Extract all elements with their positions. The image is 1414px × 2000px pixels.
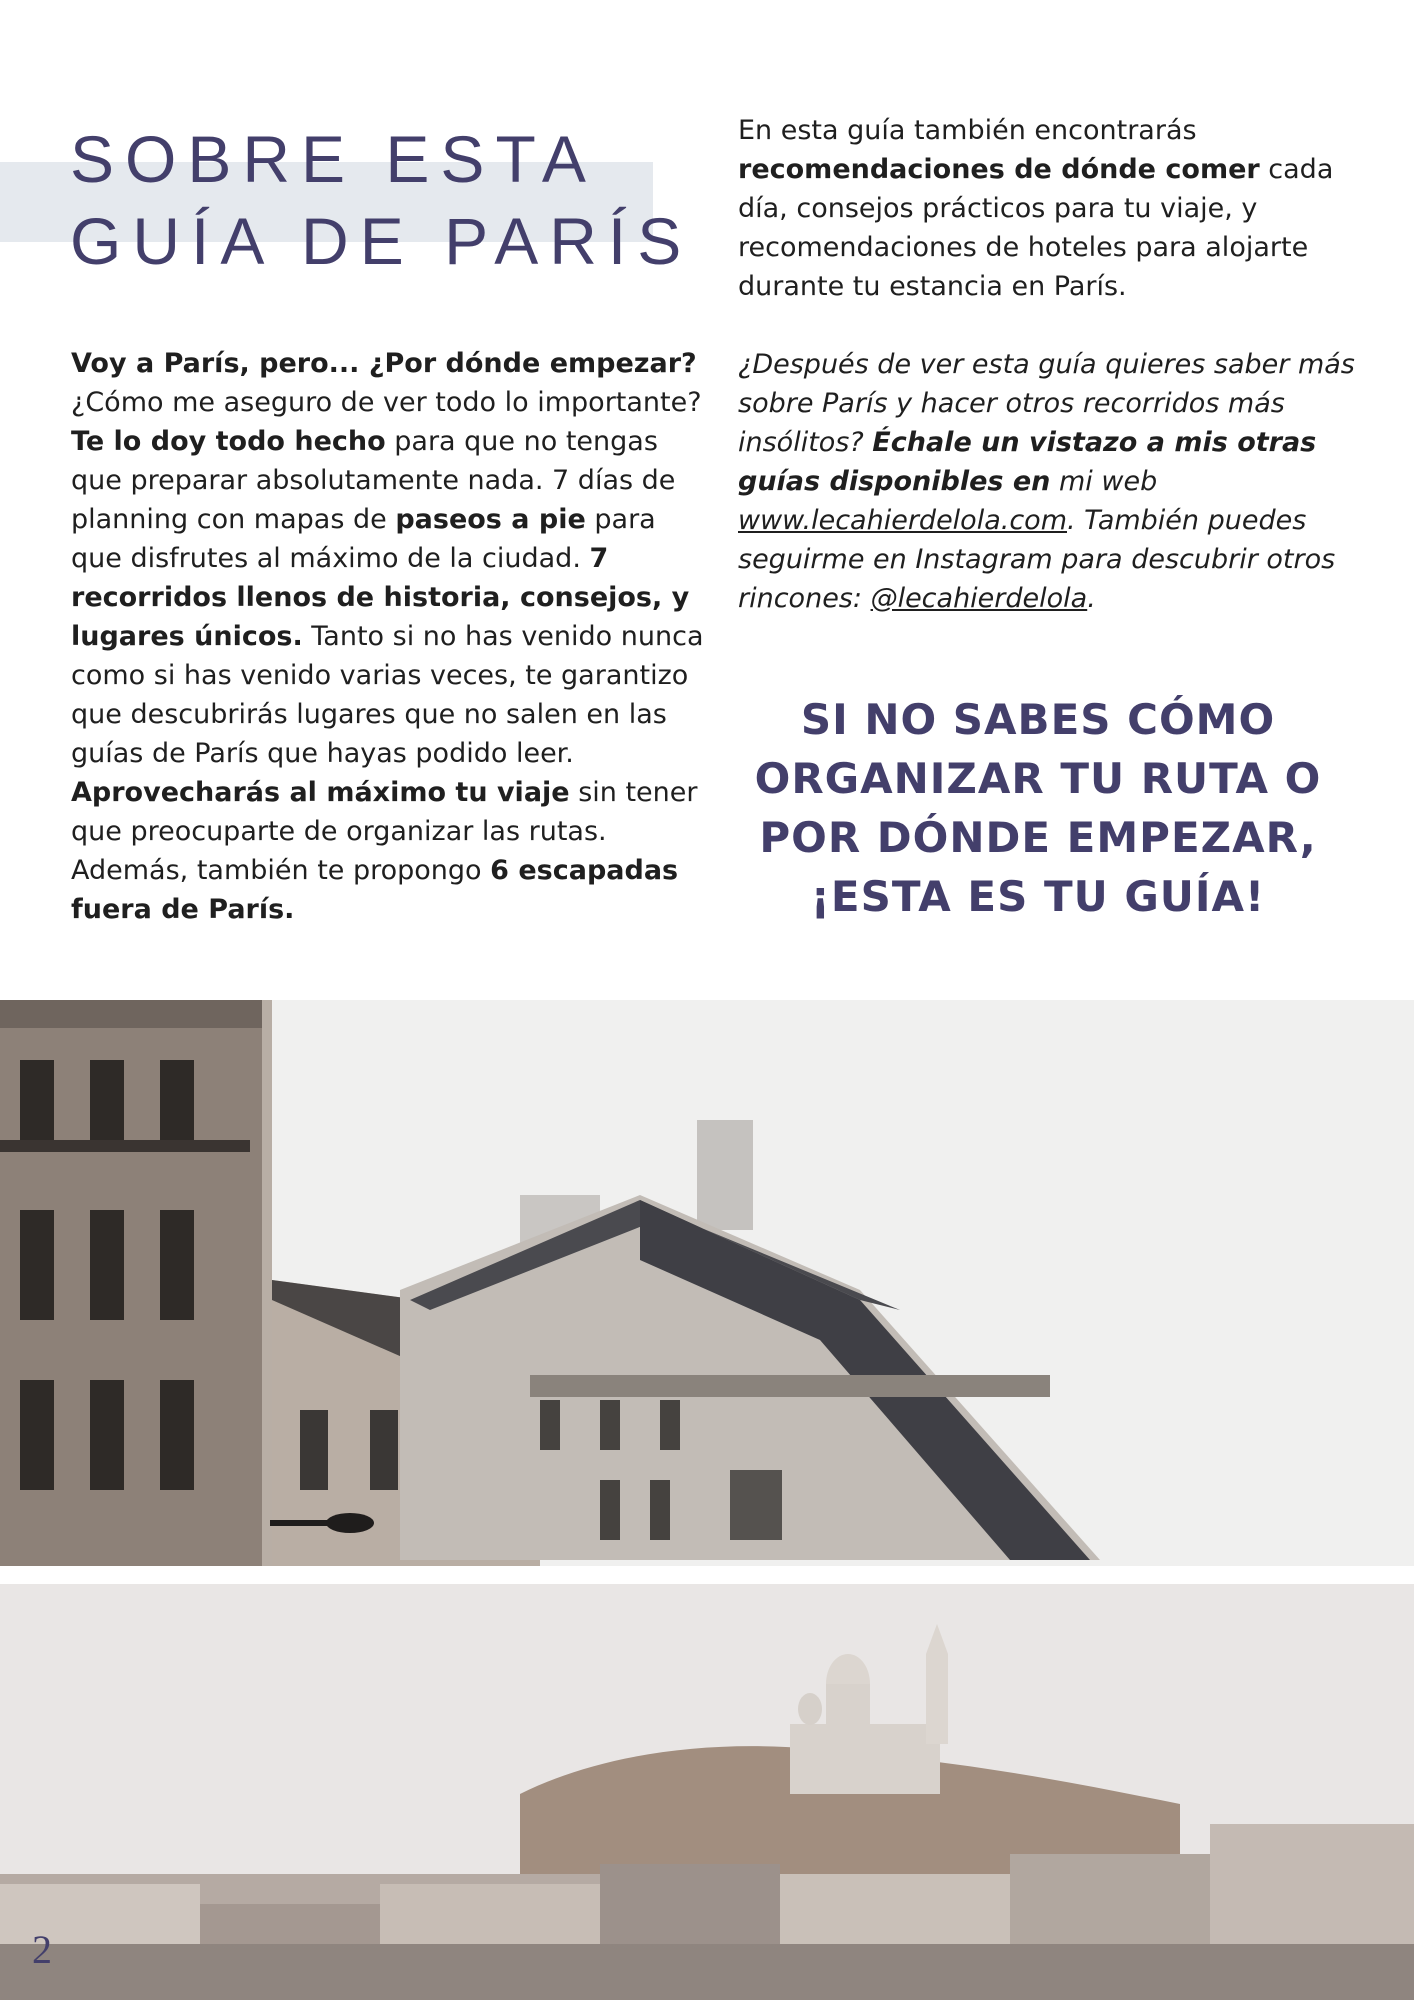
page-number: 2 — [32, 1927, 52, 1972]
text-run: ¿Después de ver esta guía quieres saber más sobre París y hacer otros recorridos más insólitos? — [738, 349, 1355, 458]
callout-heading — [738, 690, 1338, 926]
paris-skyline-photo — [0, 1584, 1414, 2000]
text-run: sin tener que preocuparte de organizar las rutas. Además, también te propongo — [71, 777, 698, 886]
montmartre-skyline-illustration — [0, 1584, 1414, 2000]
guide-contents-paragraph — [738, 111, 1378, 306]
text-run: cada día, consejos prácticos para tu viaje, y recomendaciones de hoteles para alojarte durante tu estancia en París. — [738, 154, 1334, 302]
website-link[interactable]: www.lecahierdelola.com — [738, 505, 1067, 536]
text-run: . — [1087, 583, 1096, 614]
bold-run: Aprovecharás al máximo tu viaje — [71, 777, 570, 808]
callout-line: SI NO SABES CÓMO — [800, 695, 1276, 744]
bold-run: 7 recorridos llenos de historia, consejos, y lugares únicos. — [71, 543, 690, 652]
bold-run: Échale un vistazo a mis otras guías disponibles en — [738, 427, 1317, 497]
intro-column — [71, 344, 711, 929]
text-run: Tanto si no has venido nunca como si has venido varias veces, te garantizo que descubrirás lugares que no salen en las guías de París que hayas podido leer. — [71, 621, 704, 769]
text-run: . También puedes seguirme en Instagram para descubrir otros rincones: — [738, 505, 1336, 614]
bold-run: recomendaciones de dónde comer — [738, 154, 1260, 185]
intro-paragraph — [71, 344, 711, 929]
title-line-1: SOBRE ESTA — [70, 122, 597, 196]
text-run: ¿Cómo me aseguro de ver todo lo importante? — [71, 387, 702, 418]
callout-line: ¡ESTA ES TU GUÍA! — [810, 872, 1266, 921]
lead-question: Voy a París, pero... ¿Por dónde empezar? — [71, 348, 697, 379]
text-run: mi web — [1050, 466, 1158, 497]
details-column — [738, 111, 1378, 618]
title-line-2: GUÍA DE PARÍS — [70, 204, 693, 278]
text-run: para que disfrutes al máximo de la ciudad. — [71, 504, 656, 574]
callout-line: ORGANIZAR TU RUTA O — [754, 754, 1322, 803]
callout-line: POR DÓNDE EMPEZAR, — [759, 813, 1317, 862]
text-run: En esta guía también encontrarás — [738, 115, 1197, 146]
bold-run: Te lo doy todo hecho — [71, 426, 386, 457]
bold-run: paseos a pie — [395, 504, 586, 535]
instagram-link[interactable]: @lecahierdelola — [870, 583, 1088, 614]
page-title — [70, 118, 692, 282]
text-run: para que no tengas que preparar absolutamente nada. 7 días de planning con mapas de — [71, 426, 676, 535]
bold-run: 6 escapadas fuera de París. — [71, 855, 679, 925]
paris-buildings-photo — [0, 1000, 1414, 1566]
more-guides-paragraph — [738, 345, 1378, 618]
haussmann-buildings-illustration — [0, 1000, 1414, 1566]
